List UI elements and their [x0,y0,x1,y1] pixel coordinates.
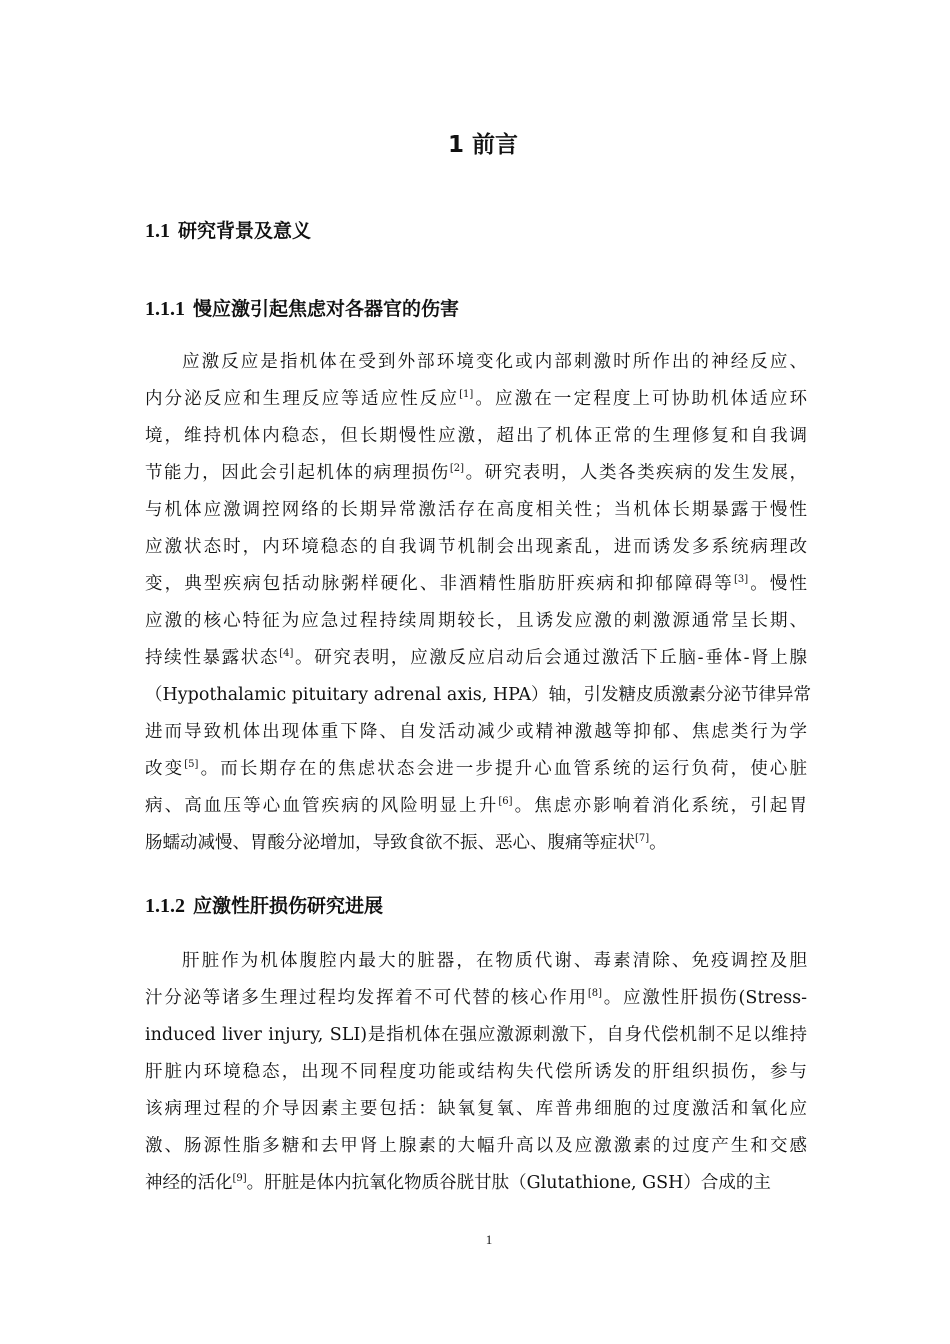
paragraph-line [145,1017,807,1054]
paragraph-line [145,1128,807,1165]
paragraph-line [145,418,807,455]
section-number: 1.1 [145,220,170,242]
line-text-continued: 。 [649,833,667,853]
line-text-continued: 。而长期存在的焦虑状态会进一步提升心血管系统的运行负荷，使心脏 [198,759,808,779]
line-text: 内分泌反应和生理反应等适应性反应 [145,389,460,409]
citation-ref: [2] [449,463,465,474]
line-text: 与机体应激调控网络的长期异常激活存在高度相关性；当机体长期暴露于慢性 [145,500,807,520]
section-number: 1.1.1 [145,298,185,320]
chapter-title: 1 前言 [447,132,518,158]
line-text: 肠蠕动减慢、胃酸分泌增加，导致食欲不振、恶心、腹痛等症状 [145,833,635,853]
paragraph-line [145,344,807,381]
line-text: 汁分泌等诸多生理过程均发挥着不可代替的核心作用 [145,988,588,1008]
line-text: 激、肠源性脂多糖和去甲肾上腺素的大幅升高以及应激激素的过度产生和交感 [145,1136,807,1156]
line-text: 改变 [145,759,185,779]
paragraph-line [145,825,807,862]
paragraph-line [145,566,807,603]
line-text: 该病理过程的介导因素主要包括：缺氧复氧、库普弗细胞的过度激活和氧化应 [145,1099,807,1119]
paragraph-line [145,980,807,1017]
citation-ref: [8] [587,988,603,999]
paragraph-line [145,381,807,418]
line-text: （Hypothalamic pituitary adrenal axis, HPA）轴，引发糖皮质激素分泌节律异常 [145,685,811,705]
line-text: induced liver injury, SLI)是指机体在强应激源刺激下，自身代偿机制不足以维持 [145,1025,807,1045]
line-text-continued: 。应激性肝损伤(Stress- [602,988,807,1008]
line-text: 应激反应是指机体在受到外部环境变化或内部刺激时所作出的神经反应、 [182,352,807,372]
citation-ref: [6] [498,796,513,807]
line-text: 病、高血压等心血管疾病的风险明显上升 [145,796,499,816]
line-text: 变，典型疾病包括动脉粥样硬化、非酒精性脂肪肝疾病和抑郁障碍等 [145,574,734,594]
paragraph-line [145,1165,807,1202]
paragraph-line [145,751,807,788]
paragraph-line [145,788,807,825]
line-text-continued: 。应激在一定程度上可协助机体适应环 [473,389,808,409]
citation-ref: [4] [279,648,294,659]
section-heading-1-1-2 [145,891,383,918]
section-heading-1-1 [145,216,311,243]
citation-ref: [9] [232,1173,247,1184]
paragraph-line [145,640,807,677]
section-heading-1-1-1 [145,294,459,321]
line-text: 持续性暴露状态 [145,648,280,668]
line-text: 应激状态时，内环境稳态的自我调节机制会出现紊乱，进而诱发多系统病理改 [145,537,807,557]
paragraph-line [145,943,807,980]
line-text-continued: 。肝脏是体内抗氧化物质谷胱甘肽（Glutathione, GSH）合成的主 [246,1173,771,1193]
paragraph-line [145,677,811,714]
paragraph-line [145,529,807,566]
line-text: 应激的核心特征为应急过程持续周期较长，且诱发应激的刺激源通常呈长期、 [145,611,807,631]
paragraph-anxiety-damage [145,344,811,862]
section-number: 1.1.2 [145,895,185,917]
line-text: 肝脏内环境稳态，出现不同程度功能或结构失代偿所诱发的肝组织损伤，参与 [145,1062,807,1082]
line-text-continued: 。研究表明，应激反应启动后会通过激活下丘脑-垂体-肾上腺 [293,648,807,668]
line-text-continued: 。焦虑亦影响着消化系统，引起胃 [512,796,807,816]
line-text: 进而导致机体出现体重下降、自发活动减少或精神激越等抑郁、焦虑类行为学 [145,722,807,742]
line-text: 肝脏作为机体腹腔内最大的脏器，在物质代谢、毒素清除、免疫调控及胆 [182,951,807,971]
citation-ref: [7] [635,833,650,844]
paragraph-line [145,492,807,529]
line-text: 神经的活化 [145,1173,233,1193]
paragraph-liver-injury [145,943,807,1202]
citation-ref: [1] [459,389,474,400]
section-title: 应激性肝损伤研究进展 [193,895,384,917]
line-text: 境，维持机体内稳态，但长期慢性应激，超出了机体正常的生理修复和自我调 [145,426,807,446]
line-text-continued: 。慢性 [748,574,808,594]
page-number: 1 [485,1232,493,1247]
citation-ref: [3] [733,574,749,585]
line-text: 节能力，因此会引起机体的病理损伤 [145,463,450,483]
line-text-continued: 。研究表明，人类各类疾病的发生发展， [464,463,807,483]
paragraph-line [145,455,807,492]
paragraph-line [145,1091,807,1128]
section-title: 慢应激引起焦虑对各器官的伤害 [193,298,460,320]
citation-ref: [5] [184,759,199,770]
paragraph-line [145,603,807,640]
paragraph-line [145,714,807,751]
paragraph-line [145,1054,807,1091]
section-title: 研究背景及意义 [178,220,312,242]
